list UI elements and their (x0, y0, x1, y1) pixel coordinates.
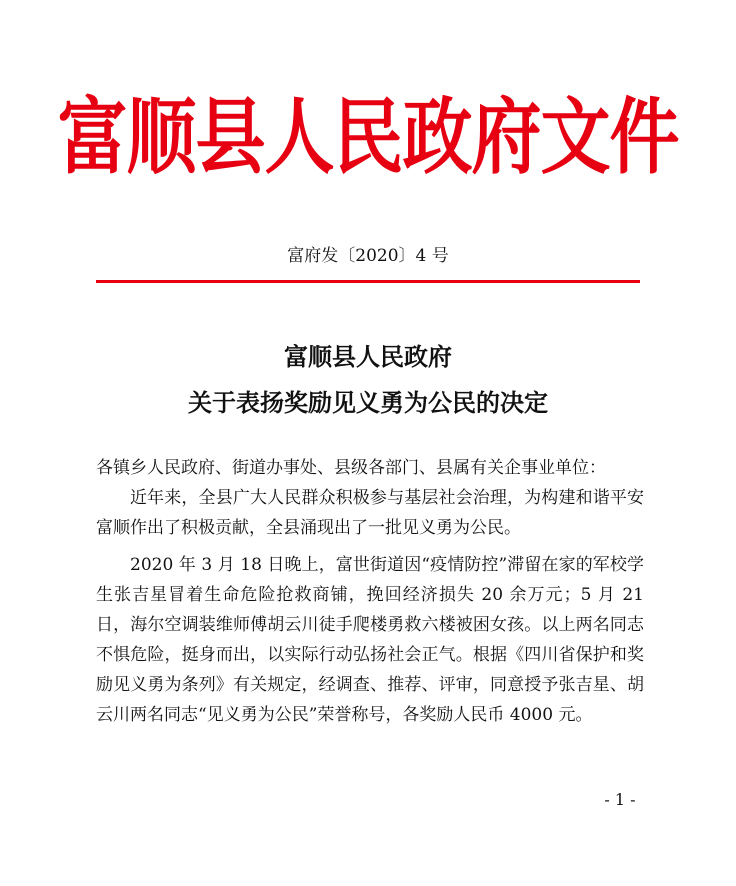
paragraph-2: 2020 年 3 月 18 日晚上，富世街道因“疫情防控”滞留在家的军校学生张吉星冒着生命危险抢救商铺，挽回经济损失 20 余万元；5 月 21 日，海尔空调装维师傅胡云川徒手爬楼勇救六楼被困女孩。以上两名同志不惧危险，挺身而出，以实际行动弘扬社会正气。根据《四川省保护和奖励见义勇为条列》有关规定，经调查、推荐、评审，同意授予张吉星、胡云川两名同志“见义勇为公民”荣誉称号，各奖励人民币 4000 元。 (96, 555, 644, 725)
document-title-line1: 富顺县人民政府 (284, 342, 452, 371)
page-number: - 1 - (604, 790, 636, 809)
red-divider-line (96, 280, 640, 283)
document-title-line2: 关于表扬奖励见义勇为公民的决定 (188, 388, 548, 417)
document-number: 富府发〔2020〕4 号 (287, 246, 449, 266)
salutation: 各镇乡人民政府、街道办事处、县级各部门、县属有关企事业单位： (96, 458, 606, 478)
document-masthead: 富顺县人民政府文件 (57, 87, 679, 186)
paragraph-1: 近年来，全县广大人民群众积极参与基层社会治理，为构建和谐平安富顺作出了积极贡献，全县涌现出了一批见义勇为公民。 (96, 488, 644, 538)
